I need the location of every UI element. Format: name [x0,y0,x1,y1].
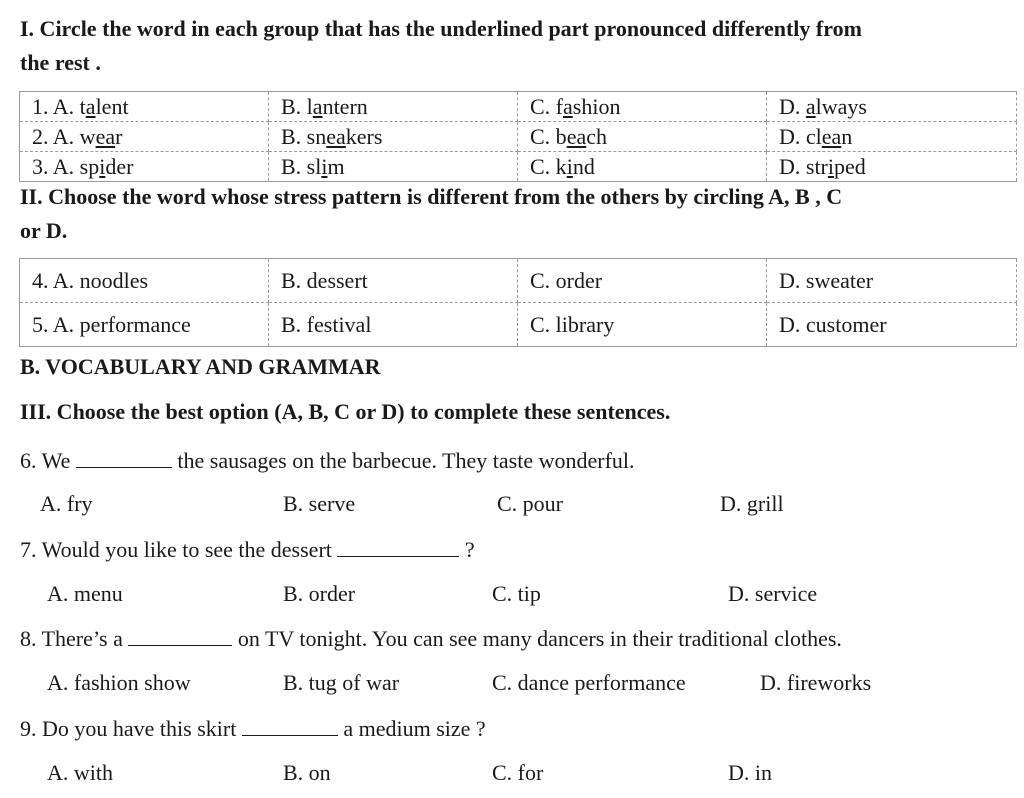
option-cell[interactable]: 5. A. performance [20,303,269,347]
option-c[interactable]: C. for [492,760,544,785]
option-cell[interactable]: B. dessert [269,259,518,303]
option-cell[interactable]: 4. A. noodles [20,259,269,303]
answer-blank[interactable] [128,625,232,646]
section-2-heading [20,180,1012,248]
option-cell[interactable]: D. customer [767,303,1017,347]
section-1-title-line2: the rest . [20,50,101,75]
table-row [20,122,1017,152]
option-b[interactable]: B. order [283,581,356,606]
option-d[interactable]: D. service [728,581,818,606]
question-7: 7. Would you like to see the dessert ? [20,537,475,562]
option-a[interactable]: A. menu [47,581,123,606]
answer-blank[interactable] [242,715,338,736]
section-1-title-line1: I. Circle the word in each group that has the underlined part pronounced differently from [20,16,862,41]
option-d[interactable]: D. fireworks [760,670,872,695]
option-cell[interactable]: B. lantern [269,92,518,122]
option-a[interactable]: A. fry [40,491,93,516]
section-2-title-line2: or D. [20,218,68,243]
section-b-title: B. VOCABULARY AND GRAMMAR [20,354,381,379]
option-cell[interactable]: B. sneakers [269,122,518,152]
option-cell[interactable]: B. festival [269,303,518,347]
option-cell[interactable]: C. library [518,303,767,347]
question-9: 9. Do you have this skirt a medium size ? [20,716,486,741]
option-b[interactable]: B. tug of war [283,670,400,695]
option-cell[interactable]: D. striped [767,152,1017,182]
table-row [20,303,1017,347]
option-cell[interactable]: D. always [767,92,1017,122]
answer-blank[interactable] [337,536,459,557]
table-row [20,152,1017,182]
table-row [20,92,1017,122]
option-cell[interactable]: B. slim [269,152,518,182]
section-1-heading [20,12,1012,80]
option-cell[interactable]: 2. A. wear [20,122,269,152]
section-3-title: III. Choose the best option (A, B, C or D) to complete these sentences. [20,399,671,424]
stress-table [19,258,1017,347]
table-row [20,259,1017,303]
option-c[interactable]: C. pour [497,491,563,516]
option-d[interactable]: D. grill [720,491,784,516]
option-a[interactable]: A. with [47,760,113,785]
option-c[interactable]: C. dance performance [492,670,686,695]
pronunciation-table [19,91,1017,182]
option-cell[interactable]: D. sweater [767,259,1017,303]
option-d[interactable]: D. in [728,760,772,785]
option-cell[interactable]: 1. A. talent [20,92,269,122]
option-cell[interactable]: C. kind [518,152,767,182]
section-2-title-line1: II. Choose the word whose stress pattern is different from the others by circling A, B , C [20,184,843,209]
option-cell[interactable]: D. clean [767,122,1017,152]
option-cell[interactable]: C. order [518,259,767,303]
option-cell[interactable]: C. beach [518,122,767,152]
option-b[interactable]: B. on [283,760,331,785]
option-cell[interactable]: C. fashion [518,92,767,122]
answer-blank[interactable] [76,447,172,468]
option-cell[interactable]: 3. A. spider [20,152,269,182]
question-6: 6. We the sausages on the barbecue. They taste wonderful. [20,448,635,473]
option-c[interactable]: C. tip [492,581,541,606]
option-a[interactable]: A. fashion show [47,670,191,695]
option-b[interactable]: B. serve [283,491,356,516]
question-8: 8. There’s a on TV tonight. You can see many dancers in their traditional clothes. [20,626,842,651]
